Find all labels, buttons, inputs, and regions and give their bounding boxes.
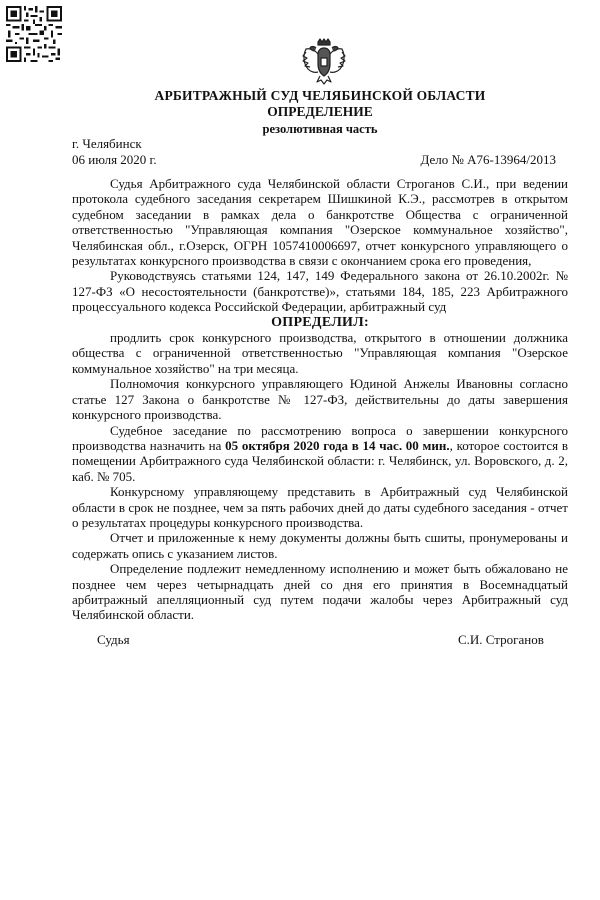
city: г. Челябинск [72, 136, 142, 151]
hearing-text-end: , которое состоится в помещении Арбитражного суда Челябинской области: г. Челябинск, ул. Воровского, д. 2, каб. № 705. [72, 437, 568, 484]
document-body [72, 176, 568, 623]
date-line [72, 152, 556, 168]
paragraph-hearing [72, 423, 568, 485]
document-subtitle: резолютивная часть [262, 122, 378, 136]
paragraph-extension: продлить срок конкурсного производства, открытого в отношении должника общества с ограниченной ответственностью "Управляющая компания "Озерское коммунальное хозяйство" на три месяца. [72, 330, 568, 376]
paragraph-report: Конкурсному управляющему представить в Арбитражный суд Челябинской области в срок не позднее, чем за пять рабочих дней до даты судебного заседания - отчет о результатах процедуры конкурсного производства. [72, 484, 568, 530]
court-name: АРБИТРАЖНЫЙ СУД ЧЕЛЯБИНСКОЙ ОБЛАСТИ [154, 88, 486, 103]
paragraph-authority: Полномочия конкурсного управляющего Юдиной Анжелы Ивановны согласно статье 127 Закона о банкротстве № 127-ФЗ, действительны до даты завершения конкурсного производства. [72, 376, 568, 423]
case-number: Дело № А76-13964/2013 [420, 152, 556, 167]
paragraph-legal-basis: Руководствуясь статьями 124, 147, 149 Федерального закона от 26.10.2002г. № 127-ФЗ «О несостоятельности (банкротстве)», статьями 184, 185, 223 Арбитражного процессуального кодекса Российской Федерации, арбитражный суд [72, 268, 568, 315]
decision-date: 06 июля 2020 г. [72, 152, 157, 167]
paragraph-intro: Судья Арбитражного суда Челябинской области Строганов С.И., при ведении протокола судебного заседания секретарем Шишкиной К.Э., рассмотрев в открытом судебном заседании в рамках дела о банкротстве Общества с ограниченной ответственностью "Управляющая компания "Озерское коммунальное хозяйство", Челябинская обл., г.Озерск, ОГРН 1057410006697, отчет конкурсного управляющего о результатах конкурсного производства в связи с окончанием срока его проведения, [72, 176, 568, 269]
decided-heading: ОПРЕДЕЛИЛ: [271, 314, 369, 330]
qr-code [6, 6, 62, 62]
signature-name: С.И. Строганов [458, 632, 544, 647]
paragraph-appeal: Определение подлежит немедленному исполнению и может быть обжаловано не позднее чем через четырнадцать дней со дня его принятия в Восемнадцатый арбитражный апелляционный суд путем подачи жалобы через Арбитражный суд Челябинской области. [72, 561, 568, 623]
hearing-datetime: 05 октября 2020 года в 14 час. 00 мин. [225, 437, 450, 453]
hearing-text-start: Судебное заседание по рассмотрению вопроса о завершении конкурсного производства назначить на [72, 422, 568, 453]
signature-role: Судья [97, 632, 130, 647]
document-type: ОПРЕДЕЛЕНИЕ [267, 104, 373, 119]
coat-of-arms-emblem [298, 36, 350, 88]
paragraph-documents: Отчет и приложенные к нему документы должны быть сшиты, пронумерованы и содержать опись с указанием листов. [72, 530, 568, 561]
